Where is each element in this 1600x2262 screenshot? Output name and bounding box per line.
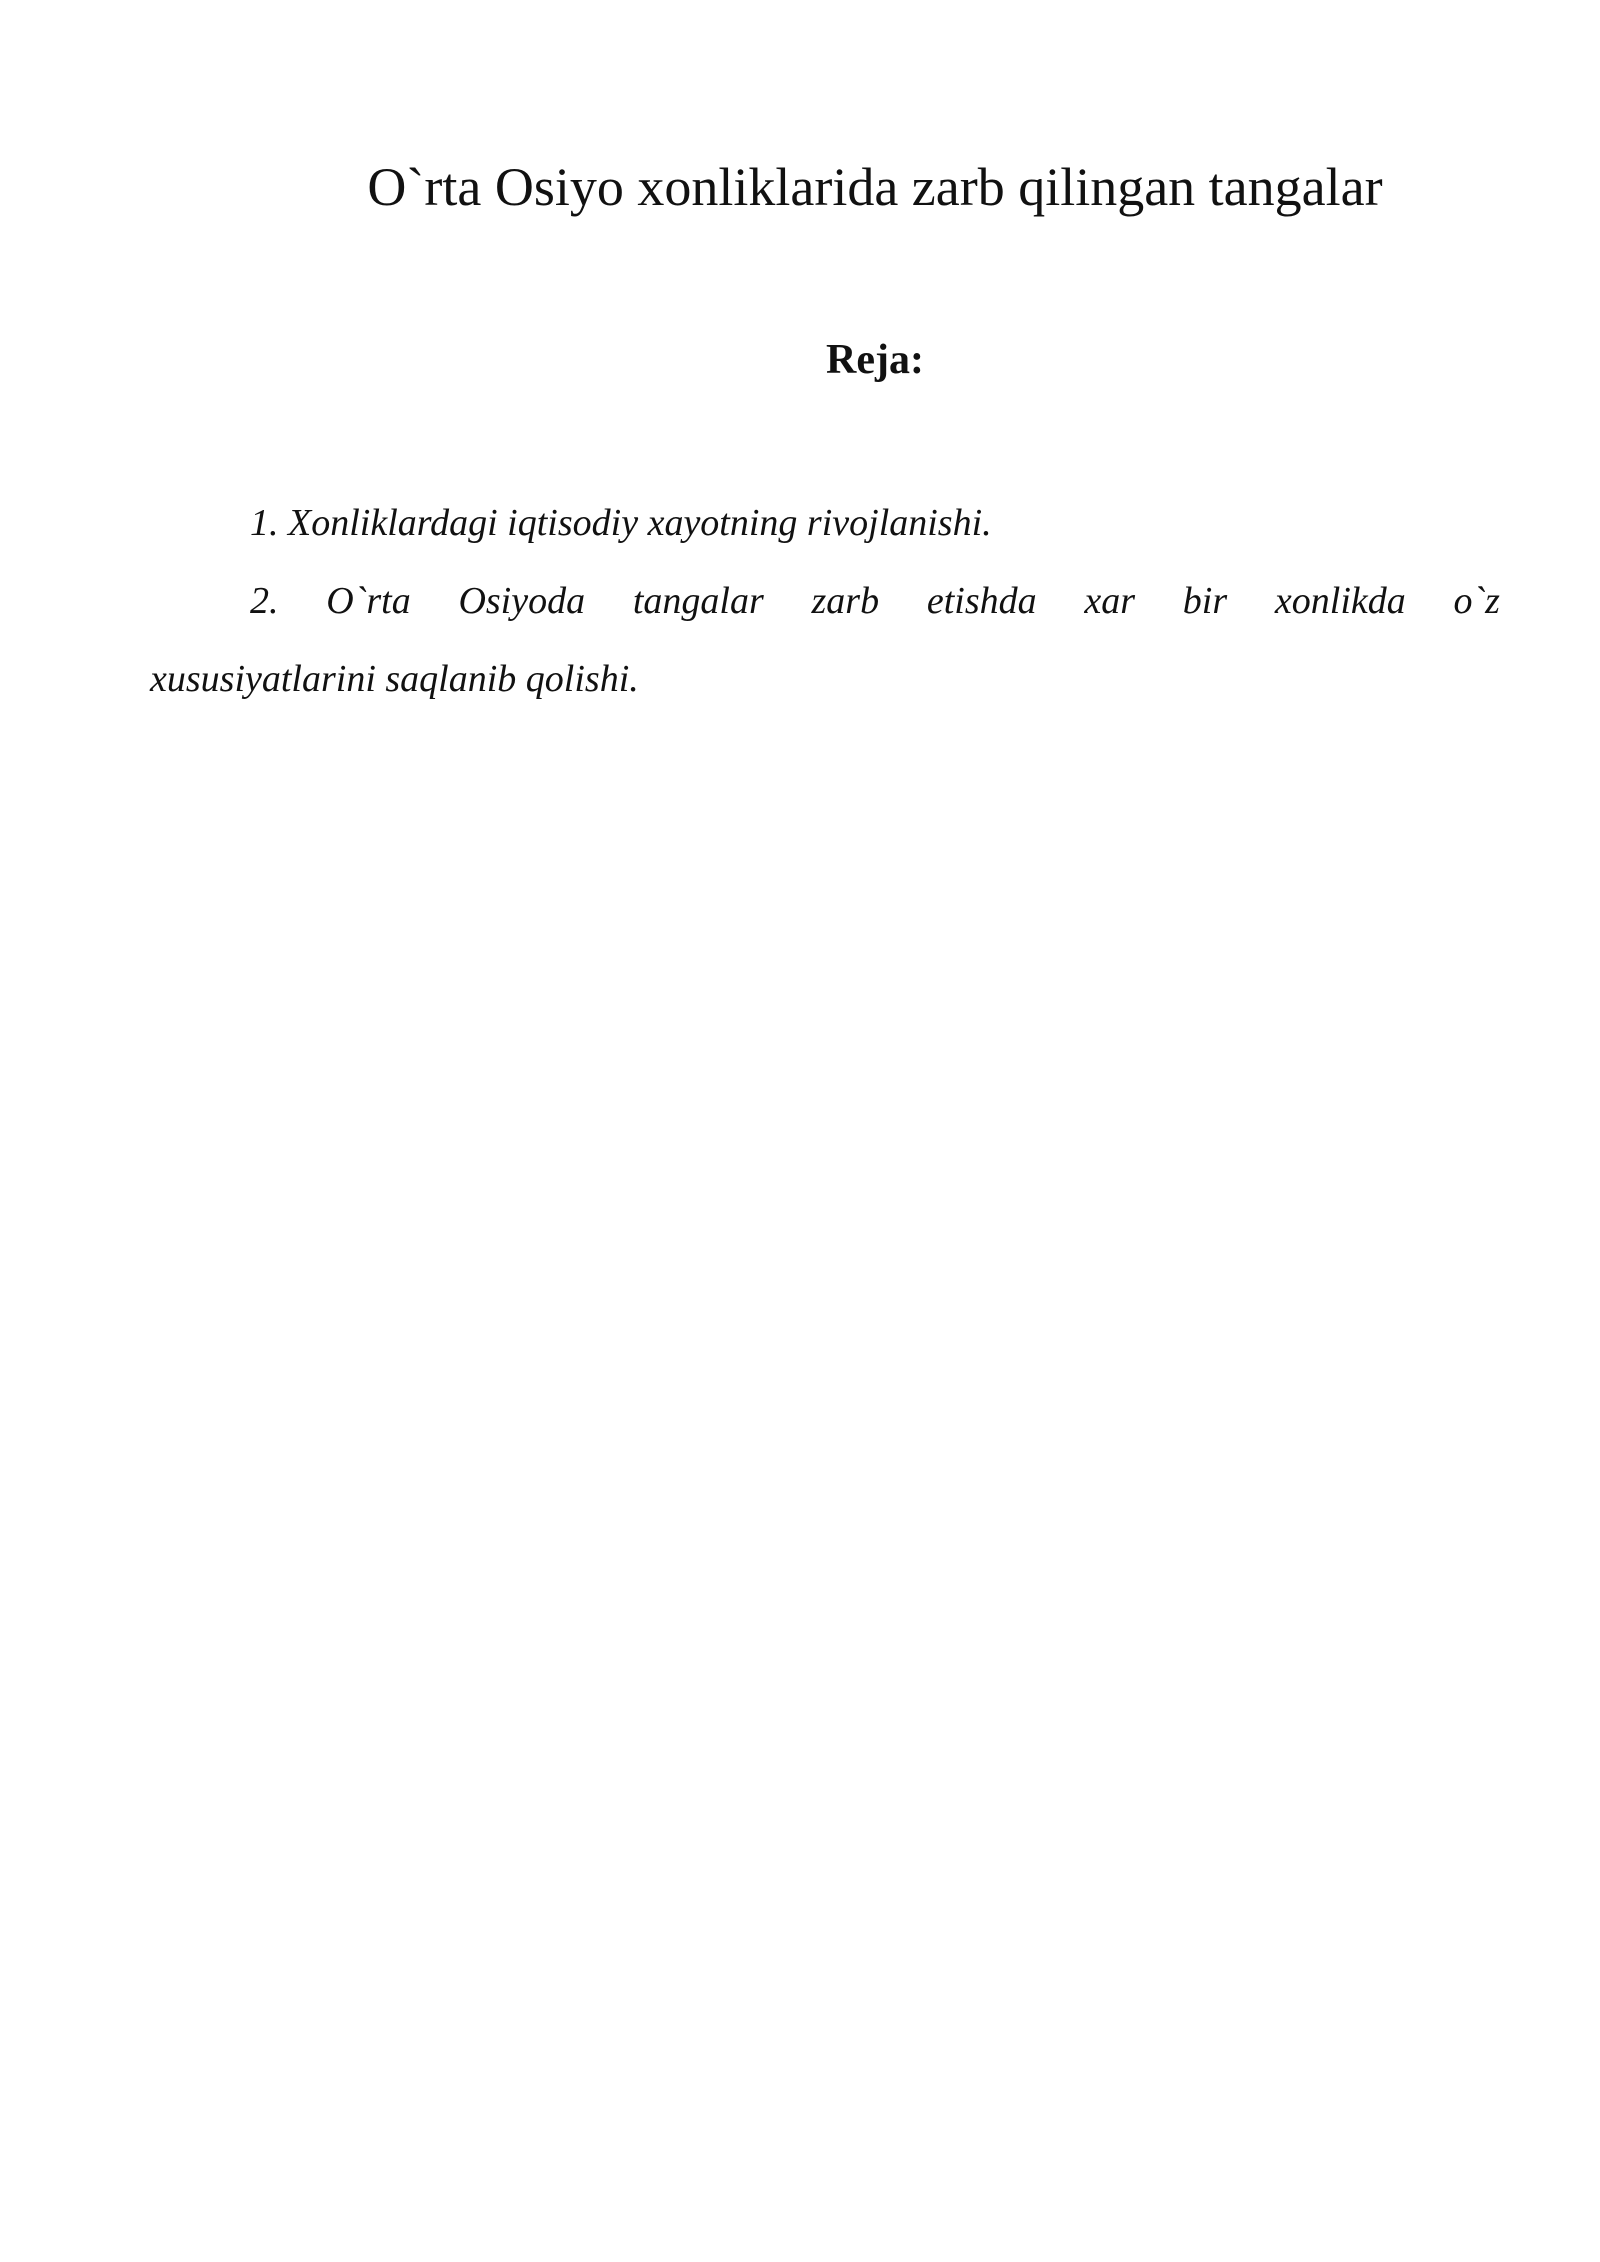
plan-item-2-word: bir bbox=[1182, 580, 1228, 622]
plan-item-2-word: O`rta bbox=[326, 580, 411, 622]
plan-heading: Reja: bbox=[826, 337, 924, 383]
document-title: O`rta Osiyo xonliklarida zarb qilingan tangalar bbox=[367, 157, 1383, 217]
plan-item-2-word: xonlikda bbox=[1274, 580, 1406, 622]
plan-item-1-line bbox=[150, 484, 1500, 562]
plan-item-1 bbox=[150, 484, 1500, 562]
plan-item-2-number: 2. bbox=[250, 580, 279, 622]
plan-item-2 bbox=[150, 562, 1500, 718]
plan-item-2-line-1 bbox=[150, 562, 1500, 640]
plan-item-1-text: Xonliklardagi iqtisodiy xayotning rivojlanishi. bbox=[288, 502, 992, 544]
plan-item-2-word: xar bbox=[1084, 580, 1136, 622]
plan-item-2-word: Osiyoda bbox=[458, 580, 586, 622]
plan-item-2-word: tangalar bbox=[632, 580, 764, 622]
plan-item-2-line-2: xususiyatlarini saqlanib qolishi. bbox=[150, 658, 639, 700]
plan-item-2-word: zarb bbox=[811, 580, 880, 622]
plan-list bbox=[150, 484, 1500, 718]
plan-item-1-number: 1. bbox=[250, 502, 279, 544]
plan-item-2-word: etishda bbox=[926, 580, 1037, 622]
plan-item-2-word: o`z bbox=[1453, 580, 1500, 622]
